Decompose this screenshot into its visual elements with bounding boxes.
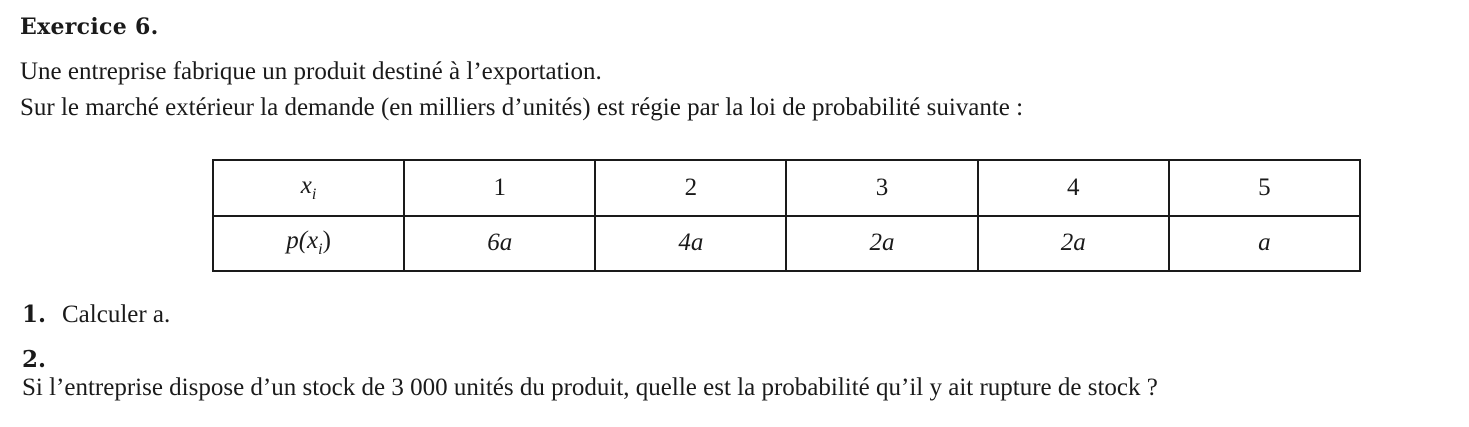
- row-header-x: [213, 160, 404, 216]
- question-1: [22, 301, 170, 329]
- table-cell: 2a: [786, 216, 977, 272]
- intro-line-2: Sur le marché extérieur la demande (en milliers d’unités) est régie par la loi de probabilité suivante :: [20, 94, 1024, 121]
- intro-line-1: Une entreprise fabrique un produit destiné à l’exportation.: [20, 58, 602, 85]
- question-2: [22, 346, 1452, 408]
- table-cell: 2a: [978, 216, 1169, 272]
- exercise-title: Exercice 6.: [20, 14, 159, 40]
- p-suffix: ): [322, 227, 331, 255]
- table-cell: a: [1169, 216, 1360, 272]
- table-cell: 4: [978, 160, 1169, 216]
- row-header-p: [213, 216, 404, 272]
- question-text: Si l’entreprise dispose d’un stock de 3 000 unités du produit, quelle est la probabilité qu’il y ait rupture de stock ?: [22, 374, 1158, 401]
- p-prefix: p(: [286, 227, 308, 255]
- question-number: 1.: [22, 301, 47, 328]
- question-text: Calculer a.: [62, 301, 171, 328]
- table-cell: 2: [595, 160, 786, 216]
- x-sub: i: [311, 185, 317, 203]
- question-number: 2.: [22, 346, 47, 373]
- table-row-probabilities: [213, 216, 1360, 272]
- table-row-values: [213, 160, 1360, 216]
- p-var: x: [307, 227, 319, 255]
- p-sub: i: [318, 241, 323, 259]
- table-cell: 5: [1169, 160, 1360, 216]
- probability-table: [212, 159, 1361, 272]
- x-var: x: [300, 171, 312, 199]
- table-cell: 3: [786, 160, 977, 216]
- table-cell: 6a: [404, 216, 595, 272]
- table-cell: 1: [404, 160, 595, 216]
- table-cell: 4a: [595, 216, 786, 272]
